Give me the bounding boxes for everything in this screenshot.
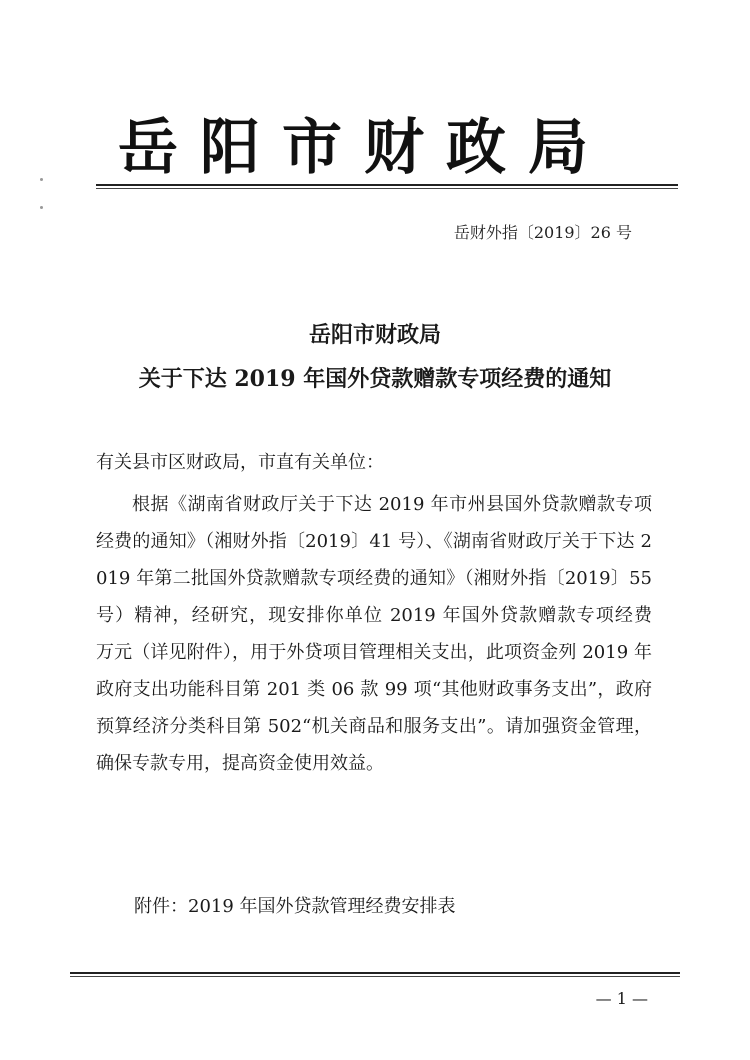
footer-divider-line-thin	[70, 976, 680, 977]
scan-speck	[40, 178, 43, 181]
attachment-line: 附件：2019 年国外贷款管理经费安排表	[134, 896, 456, 917]
page-number: — 1 —	[595, 989, 648, 1008]
header-divider-line	[96, 184, 678, 186]
addressee: 有关县市区财政局，市直有关单位：	[96, 452, 384, 473]
title-line-2: 关于下达 2019 年国外贷款赠款专项经费的通知	[138, 366, 612, 392]
title-line-1: 岳阳市财政局	[308, 322, 441, 348]
document-number: 岳财外指〔2019〕26 号	[453, 223, 632, 242]
header-divider-line-thin	[96, 188, 678, 189]
body-paragraph: 根据《湖南省财政厅关于下达 2019 年市州县国外贷款赠款专项经费的通知》（湘财外指〔2019〕41 号）、《湖南省财政厅关于下达 2019 年第二批国外贷款赠款专项经费的通知》（湘财外指〔2019〕55 号）精神，经研究，现安排你单位 2019 年国外贷款赠款专项经费 万元（详见附件），用于外贷项目管理相关支出，此项资金列 2019 年政府支出功能科目第 201 类 06 款 99 项“其他财政事务支出”，政府预算经济分类科目第 502“机关商品和服务支出”。请加强资金管理，确保专款专用，提高资金使用效益。	[96, 494, 688, 774]
footer-divider-line	[70, 972, 680, 974]
scan-speck	[40, 206, 43, 209]
issuing-organization-header: 岳阳市财政局	[118, 113, 610, 183]
